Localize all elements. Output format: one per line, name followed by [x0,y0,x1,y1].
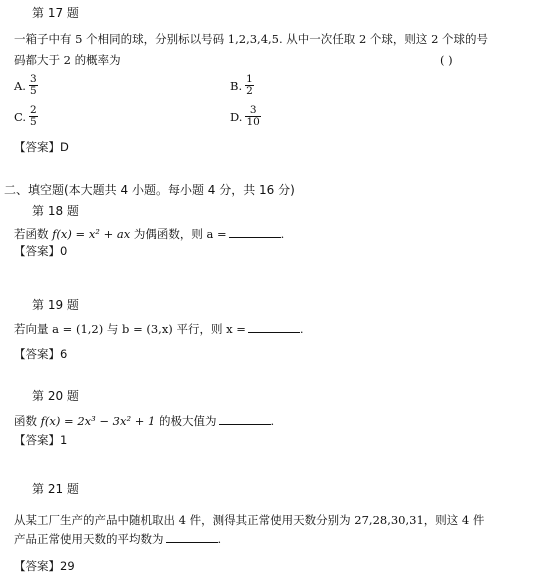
fraction-numerator: 2 [30,104,37,116]
fraction-denominator: 5 [30,116,37,128]
q20-answer: 【答案】1 [14,433,68,447]
q17-option-b [230,74,254,97]
q17-stem-line2: 码都大于 2 的概率为 [14,53,121,67]
option-letter: C. [14,109,27,124]
stem-text: 为偶函数，则 a = [130,227,227,241]
option-letter: B. [230,78,243,93]
fraction-denominator: 10 [246,116,260,128]
q18-stem: 若函数 f(x) = x² + ax 为偶函数，则 a = . [14,227,285,241]
q21-title: 第 21 题 [32,482,79,496]
stem-text: 若函数 [14,227,53,241]
option-fraction [245,105,260,128]
q19-title: 第 19 题 [32,298,79,312]
option-letter: A. [14,78,26,93]
option-fraction [29,74,38,97]
option-fraction [245,74,254,97]
fraction-denominator: 5 [29,85,37,97]
q17-answer: 【答案】D [14,140,69,154]
q18-answer: 【答案】0 [14,244,68,258]
stem-text: 的极大值为 [155,414,217,428]
stem-math: f(x) = 2x³ − 3x² + 1 [40,414,156,428]
q17-option-a [14,74,38,97]
option-fraction [29,105,38,128]
stem-math: a = (1,2) [52,322,104,336]
q21-stem-line2: 产品正常使用天数的平均数为 . [14,532,222,546]
option-letter: D. [230,109,243,124]
stem-text: 函数 [14,414,41,428]
fraction-numerator: 3 [29,73,37,85]
q19-stem: 若向量 a = (1,2) 与 b = (3,x) 平行，则 x = . [14,322,304,336]
fraction-numerator: 3 [249,104,257,116]
q17-stem-line1: 一箱子中有 5 个相同的球，分别标以号码 1,2,3,4,5. 从中一次任取 2 个球，则这 2 个球的号 [14,32,489,46]
q19-answer: 【答案】6 [14,347,68,361]
stem-math: f(x) = x² + ax [52,227,131,241]
fraction-denominator: 2 [246,85,253,97]
stem-text: 平行，则 x = [172,322,246,336]
stem-text: 若向量 [14,322,53,336]
answer-blank [248,322,300,333]
section-heading: 二、填空题(本大题共 4 小题。每小题 4 分，共 16 分) [4,183,295,197]
q17-option-c [14,105,38,128]
fraction-numerator: 1 [246,73,253,85]
answer-blank [229,227,281,238]
stem-text: 与 [103,322,123,336]
q21-stem-line1: 从某工厂生产的产品中随机取出 4 件，测得其正常使用天数分别为 27,28,30,31，则这 4 件 [14,513,485,527]
q18-title: 第 18 题 [32,204,79,218]
answer-blank [219,414,271,425]
q20-stem: 函数 f(x) = 2x³ − 3x² + 1 的极大值为 . [14,414,275,428]
stem-text: 产品正常使用天数的平均数为 [14,532,164,546]
q20-title: 第 20 题 [32,389,79,403]
q21-answer: 【答案】29 [14,559,75,573]
q17-paren: ( ) [440,53,453,67]
q17-title: 第 17 题 [32,6,79,20]
stem-math: b = (3,x) [122,322,173,336]
q17-option-d [230,105,261,128]
answer-blank [166,532,218,543]
